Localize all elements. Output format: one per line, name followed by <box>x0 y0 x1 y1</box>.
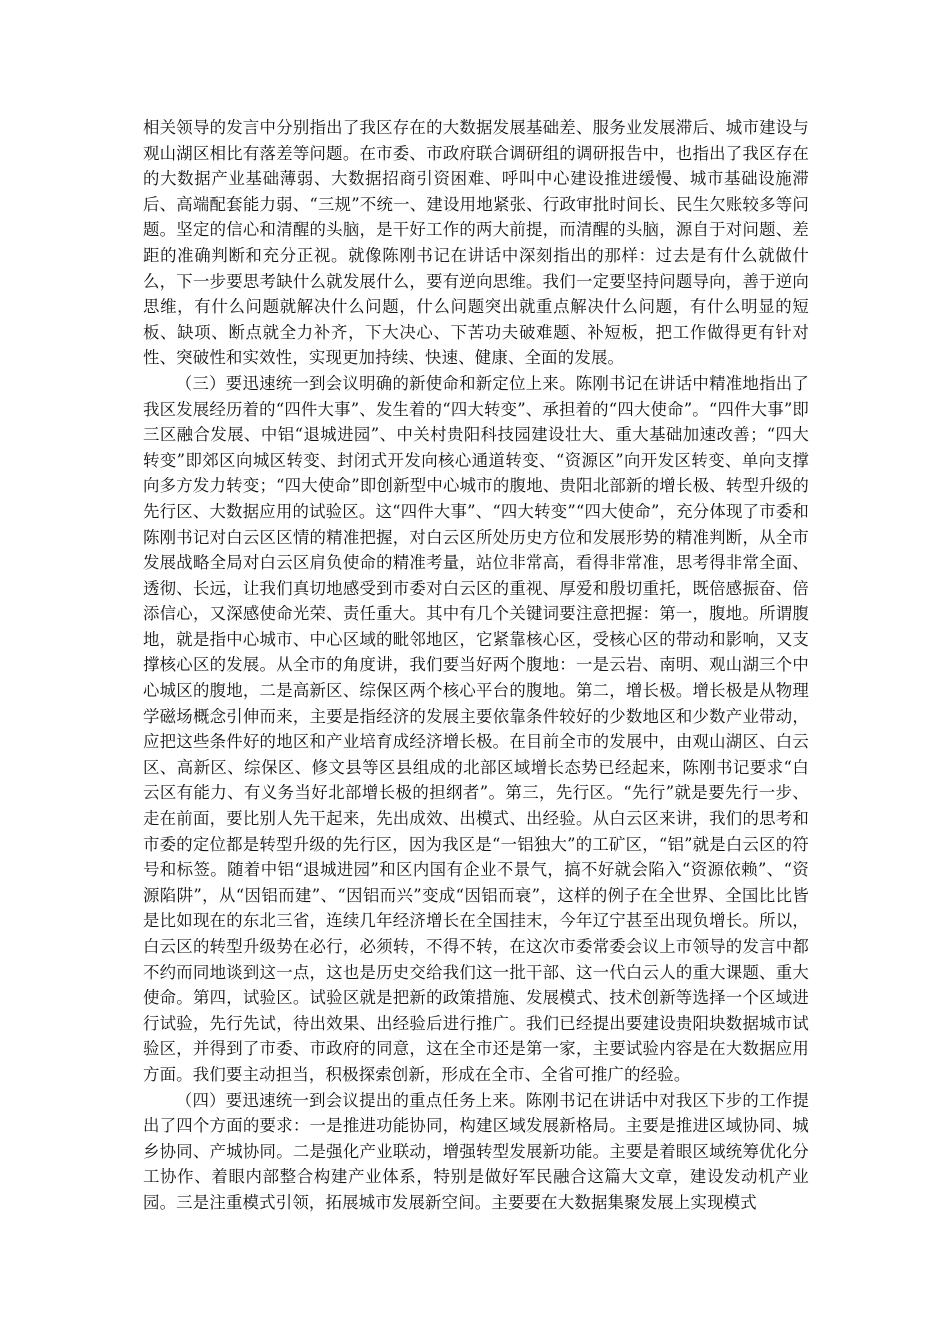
paragraph-continued: 相关领导的发言中分别指出了我区存在的大数据发展基础差、服务业发展滞后、城市建设与观山湖区相比有落差等问题。在市委、市政府联合调研组的调研报告中，也指出了我区存在的大数据产业基础薄弱、大数据招商引资困难、呼叫中心建设推进缓慢、城市基础设施滞后、高端配套能力弱、“三规”不统一、建设用地紧张、行政审批时间长、民生欠账较多等问题。坚定的信心和清醒的头脑，是干好工作的两大前提，而清醒的头脑，源自于对问题、差距的准确判断和充分正视。就像陈刚书记在讲话中深刻指出的那样：过去是有什么就做什么，下一步要思考缺什么就发展什么，要有逆向思维。我们一定要坚持问题导向，善于逆向思维，有什么问题就解决什么问题，什么问题突出就重点解决什么问题，有什么明显的短板、缺项、断点就全力补齐，下大决心、下苦功夫破难题、补短板，把工作做得更有针对性、突破性和实效性，实现更加持续、快速、健康、全面的发展。 <box>143 118 809 368</box>
paragraph-section-four: （四）要迅速统一到会议提出的重点任务上来。陈刚书记在讲话中对我区下步的工作提出了四个方面的要求：一是推进功能协同，构建区域发展新格局。主要是推进区域协同、城乡协同、产城协同。二是强化产业联动，增强转型发展新功能。主要是着眼区域统筹优化分工协作、着眼内部整合构建产业体系，特别是做好军民融合这篇大文章，建设发动机产业园。三是注重模式引领，拓展城市发展新空间。主要要在大数据集聚发展上实现模式 <box>143 1090 809 1212</box>
paragraph-section-three: （三）要迅速统一到会议明确的新使命和新定位上来。陈刚书记在讲话中精准地指出了我区发展经历着的“四件大事”、发生着的“四大转变”、承担着的“四大使命”。“四件大事”即三区融合发展、中铝“退城进园”、中关村贵阳科技园建设壮大、重大基础加速改善；“四大转变”即郊区向城区转变、封闭式开发向核心通道转变、“资源区”向开发区转变、单向支撑向多方发力转变；“四大使命”即创新型中心城市的腹地、贵阳北部新的增长极、转型升级的先行区、大数据应用的试验区。这“四件大事”、“四大转变”“四大使命”，充分体现了市委和陈刚书记对白云区区情的精准把握，对白云区所处历史方位和发展形势的精准判断，从全市发展战略全局对白云区肩负使命的精准考量，站位非常高，看得非常准，思考得非常全面、透彻、长远，让我们真切地感受到市委对白云区的重视、厚爱和殷切重托，既倍感振奋、倍添信心，又深感使命光荣、责任重大。其中有几个关键词要注意把握：第一，腹地。所谓腹地，就是指中心城市、中心区域的毗邻地区，它紧靠核心区，受核心区的带动和影响，又支撑核心区的发展。从全市的角度讲，我们要当好两个腹地：一是云岩、南明、观山湖三个中心城区的腹地，二是高新区、综保区两个核心平台的腹地。第二，增长极。增长极是从物理学磁场概念引伸而来，主要是指经济的发展主要依靠条件较好的少数地区和少数产业带动，应把这些条件好的地区和产业培育成经济增长极。在目前全市的发展中，由观山湖区、白云区、高新区、综保区、修文县等区县组成的北部区域增长态势已经起来，陈刚书记要求“白云区有能力、有义务当好北部增长极的担纲者”。第三，先行区。“先行”就是要先行一步、走在前面，要比别人先干起来，先出成效、出模式、出经验。从白云区来讲，我们的思考和市委的定位都是转型升级的先行区，因为我区是“一铝独大”的工矿区，“铝”就是白云区的符号和标签。随着中铝“退城进园”和区内国有企业不景气，搞不好就会陷入“资源依赖”、“资源陷阱”，从“因铝而建”、“因铝而兴”变成“因铝而衰”，这样的例子在全世界、全国比比皆是比如现在的东北三省，连续几年经济增长在全国挂末，今年辽宁甚至出现负增长。所以，白云区的转型升级势在必行，必须转，不得不转，在这次市委常委会议上市领导的发言中都不约而同地谈到这一点，这也是历史交给我们这一批干部、这一代白云人的重大课题、重大使命。第四，试验区。试验区就是把新的政策措施、发展模式、技术创新等选择一个区域进行试验，先行先试，待出效果、出经验后进行推广。我们已经提出要建设贵阳块数据城市试验区，并得到了市委、市政府的同意，这在全市还是第一家，主要试验内容是在大数据应用方面。我们要主动担当，积极探索创新，形成在全市、全省可推广的经验。 <box>143 373 809 1084</box>
document-page <box>143 115 809 1216</box>
